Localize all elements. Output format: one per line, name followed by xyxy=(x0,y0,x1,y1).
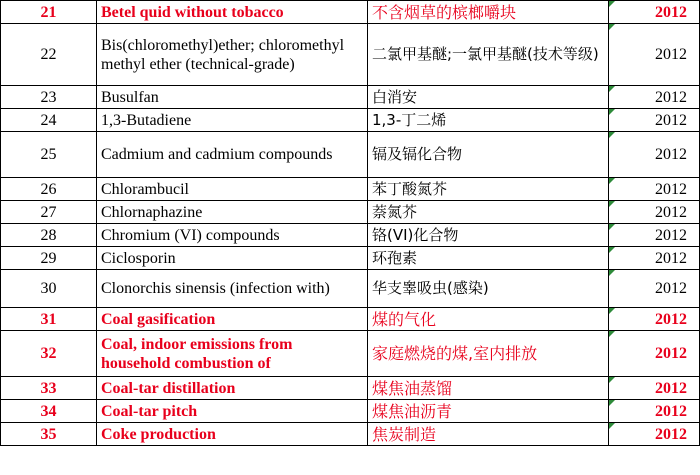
table-row xyxy=(1,224,700,247)
chinese-name-cell[interactable] xyxy=(368,377,609,400)
chinese-name-cell[interactable] xyxy=(368,308,609,331)
english-name-cell-text: Chlornaphazine xyxy=(101,203,203,221)
english-name-cell[interactable] xyxy=(97,109,368,132)
row-number-cell[interactable] xyxy=(1,178,97,201)
english-name-cell[interactable] xyxy=(97,178,368,201)
chinese-name-cell[interactable] xyxy=(368,24,609,86)
english-name-cell[interactable] xyxy=(97,1,368,24)
english-name-cell-text: Coal, indoor emissions from household combustion of xyxy=(101,335,293,372)
year-cell-text: 2012 xyxy=(655,111,687,129)
row-number-cell[interactable] xyxy=(1,109,97,132)
english-name-cell-text: Coal gasification xyxy=(101,310,216,328)
cell-comment-marker xyxy=(609,24,615,30)
row-number-cell[interactable] xyxy=(1,423,97,446)
cell-comment-marker xyxy=(609,201,615,207)
chinese-name-cell-text: 二氯甲基醚;一氯甲基醚(技术等级) xyxy=(372,45,599,63)
year-cell[interactable] xyxy=(609,377,700,400)
cell-comment-marker xyxy=(609,109,615,115)
row-number-cell[interactable] xyxy=(1,270,97,308)
year-cell-text: 2012 xyxy=(655,180,687,198)
chinese-name-cell-text: 焦炭制造 xyxy=(372,424,437,444)
year-cell[interactable] xyxy=(609,1,700,24)
english-name-cell-text: Chromium (VI) compounds xyxy=(101,226,280,244)
year-cell-text: 2012 xyxy=(655,345,687,362)
chinese-name-cell-text: 镉及镉化合物 xyxy=(372,145,463,163)
year-cell-text: 2012 xyxy=(655,425,687,443)
year-cell-text: 2012 xyxy=(655,146,687,163)
cell-comment-marker xyxy=(609,377,615,383)
table-row xyxy=(1,308,700,331)
chinese-name-cell-text: 华支睾吸虫(感染) xyxy=(372,279,489,297)
year-cell[interactable] xyxy=(609,423,700,446)
chinese-name-cell-text: 环孢素 xyxy=(372,248,418,267)
chinese-name-cell[interactable] xyxy=(368,400,609,423)
year-cell[interactable] xyxy=(609,400,700,423)
year-cell[interactable] xyxy=(609,331,700,377)
year-cell[interactable] xyxy=(609,201,700,224)
cell-comment-marker xyxy=(609,331,615,337)
chinese-name-cell[interactable] xyxy=(368,201,609,224)
table-row xyxy=(1,109,700,132)
year-cell-text: 2012 xyxy=(655,3,687,21)
row-number-cell-text: 29 xyxy=(40,249,57,267)
table-row xyxy=(1,423,700,446)
year-cell[interactable] xyxy=(609,86,700,109)
row-number-cell-text: 35 xyxy=(40,425,57,443)
table-row xyxy=(1,132,700,178)
english-name-cell[interactable] xyxy=(97,331,368,377)
row-number-cell[interactable] xyxy=(1,331,97,377)
row-number-cell-text: 25 xyxy=(40,146,57,163)
english-name-cell[interactable] xyxy=(97,132,368,178)
english-name-cell-text: Coal-tar distillation xyxy=(101,379,236,397)
year-cell[interactable] xyxy=(609,270,700,308)
row-number-cell-text: 34 xyxy=(40,402,57,420)
cell-comment-marker xyxy=(609,247,615,253)
table-row xyxy=(1,270,700,308)
cell-comment-marker xyxy=(609,400,615,406)
table-row xyxy=(1,1,700,24)
year-cell[interactable] xyxy=(609,224,700,247)
chinese-name-cell-text: 煤的气化 xyxy=(372,309,437,329)
chinese-name-cell-text: 煤焦油沥青 xyxy=(372,401,453,421)
year-cell[interactable] xyxy=(609,24,700,86)
chinese-name-cell-text: 白消安 xyxy=(372,87,418,106)
table-row xyxy=(1,247,700,270)
english-name-cell-text: Clonorchis sinensis (infection with) xyxy=(101,280,330,297)
table-row xyxy=(1,377,700,400)
year-cell[interactable] xyxy=(609,178,700,201)
year-cell-text: 2012 xyxy=(655,249,687,267)
chinese-name-cell[interactable] xyxy=(368,423,609,446)
chinese-name-cell[interactable] xyxy=(368,109,609,132)
year-cell-text: 2012 xyxy=(655,46,687,63)
row-number-cell[interactable] xyxy=(1,1,97,24)
chinese-name-cell-text: 1,3-丁二烯 xyxy=(372,110,447,129)
english-name-cell-text: Busulfan xyxy=(101,88,159,106)
english-name-cell[interactable] xyxy=(97,201,368,224)
row-number-cell[interactable] xyxy=(1,132,97,178)
row-number-cell-text: 30 xyxy=(40,280,57,297)
english-name-cell-text: Coal-tar pitch xyxy=(101,402,198,420)
chinese-name-cell-text: 铬(VI)化合物 xyxy=(372,225,459,244)
english-name-cell[interactable] xyxy=(97,400,368,423)
chinese-name-cell[interactable] xyxy=(368,270,609,308)
row-number-cell-text: 31 xyxy=(40,310,57,328)
cell-comment-marker xyxy=(609,270,615,276)
cell-comment-marker xyxy=(609,86,615,92)
year-cell[interactable] xyxy=(609,132,700,178)
chinese-name-cell[interactable] xyxy=(368,132,609,178)
year-cell[interactable] xyxy=(609,247,700,270)
table-row xyxy=(1,178,700,201)
chinese-name-cell-text: 苯丁酸氮芥 xyxy=(372,179,448,198)
table-row xyxy=(1,201,700,224)
row-number-cell[interactable] xyxy=(1,400,97,423)
year-cell-text: 2012 xyxy=(655,88,687,106)
row-number-cell-text: 33 xyxy=(40,379,57,397)
year-cell-text: 2012 xyxy=(655,379,687,397)
cell-comment-marker xyxy=(609,224,615,230)
table-row xyxy=(1,400,700,423)
cell-comment-marker xyxy=(609,178,615,184)
cell-comment-marker xyxy=(609,132,615,138)
table-row xyxy=(1,24,700,86)
cell-comment-marker xyxy=(609,308,615,314)
row-number-cell-text: 32 xyxy=(40,345,57,362)
row-number-cell[interactable] xyxy=(1,308,97,331)
row-number-cell-text: 23 xyxy=(40,88,57,106)
english-name-cell-text: Chlorambucil xyxy=(101,180,189,198)
english-name-cell-text: Betel quid without tobacco xyxy=(101,3,284,21)
row-number-cell-text: 21 xyxy=(40,3,57,21)
year-cell-text: 2012 xyxy=(655,402,687,420)
row-number-cell-text: 24 xyxy=(40,111,57,129)
chinese-name-cell-text: 萘氮芥 xyxy=(372,202,418,221)
cell-comment-marker xyxy=(609,423,615,429)
cell-comment-marker xyxy=(609,1,615,7)
english-name-cell[interactable] xyxy=(97,423,368,446)
year-cell-text: 2012 xyxy=(655,280,687,297)
row-number-cell[interactable] xyxy=(1,247,97,270)
english-name-cell[interactable] xyxy=(97,377,368,400)
row-number-cell-text: 27 xyxy=(40,203,57,221)
row-number-cell[interactable] xyxy=(1,224,97,247)
chinese-name-cell[interactable] xyxy=(368,86,609,109)
row-number-cell[interactable] xyxy=(1,24,97,86)
chinese-name-cell[interactable] xyxy=(368,178,609,201)
row-number-cell[interactable] xyxy=(1,201,97,224)
table-row xyxy=(1,86,700,109)
chinese-name-cell-text: 家庭燃烧的煤,室内排放 xyxy=(372,344,538,363)
chinese-name-cell[interactable] xyxy=(368,224,609,247)
year-cell[interactable] xyxy=(609,109,700,132)
year-cell-text: 2012 xyxy=(655,310,687,328)
english-name-cell[interactable] xyxy=(97,24,368,86)
english-name-cell[interactable] xyxy=(97,86,368,109)
english-name-cell-text: Cadmium and cadmium compounds xyxy=(101,146,333,163)
chinese-name-cell-text: 煤焦油蒸馏 xyxy=(372,378,453,398)
year-cell-text: 2012 xyxy=(655,226,687,244)
table-body xyxy=(1,1,700,446)
chinese-name-cell-text: 不含烟草的槟榔嚼块 xyxy=(372,2,517,22)
english-name-cell-text: Ciclosporin xyxy=(101,249,176,267)
table-row xyxy=(1,331,700,377)
english-name-cell[interactable] xyxy=(97,308,368,331)
chinese-name-cell[interactable] xyxy=(368,331,609,377)
row-number-cell-text: 28 xyxy=(40,226,57,244)
chinese-name-cell[interactable] xyxy=(368,1,609,24)
year-cell[interactable] xyxy=(609,308,700,331)
chinese-name-cell[interactable] xyxy=(368,247,609,270)
row-number-cell[interactable] xyxy=(1,86,97,109)
english-name-cell[interactable] xyxy=(97,224,368,247)
english-name-cell[interactable] xyxy=(97,270,368,308)
row-number-cell-text: 22 xyxy=(40,46,57,63)
english-name-cell-text: 1,3-Butadiene xyxy=(101,111,192,129)
english-name-cell-text: Bis(chloromethyl)ether; chloromethyl methyl ether (technical-grade) xyxy=(101,36,345,73)
row-number-cell-text: 26 xyxy=(40,180,57,198)
row-number-cell[interactable] xyxy=(1,377,97,400)
english-name-cell[interactable] xyxy=(97,247,368,270)
english-name-cell-text: Coke production xyxy=(101,425,216,443)
year-cell-text: 2012 xyxy=(655,203,687,221)
